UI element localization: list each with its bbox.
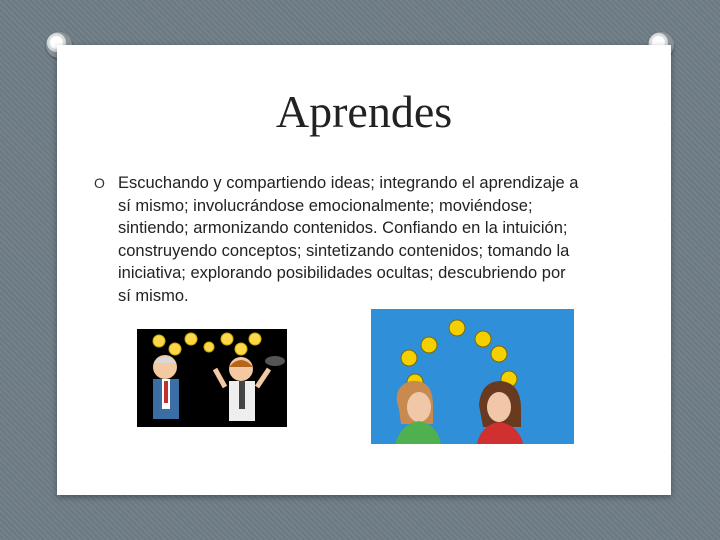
two-men-lightbulb-illustration bbox=[137, 329, 287, 427]
two-women-emoticons-illustration bbox=[371, 309, 574, 444]
bullet-item bbox=[94, 172, 583, 307]
slide-title: Aprendes bbox=[275, 86, 453, 137]
slide bbox=[57, 45, 671, 495]
bullet-text: Escuchando y compartiendo ideas; integrando el aprendizaje a sí mismo; involucrándose emocionalmente; moviéndose; sintiendo; armonizando contenidos. Confiando en la intuición; construyendo conceptos; sintetizando contenidos; tomando la iniciativa; explorando posibilidades ocultas; descubriendo por sí mismo. bbox=[118, 174, 579, 305]
bullet-marker: O bbox=[94, 175, 105, 191]
